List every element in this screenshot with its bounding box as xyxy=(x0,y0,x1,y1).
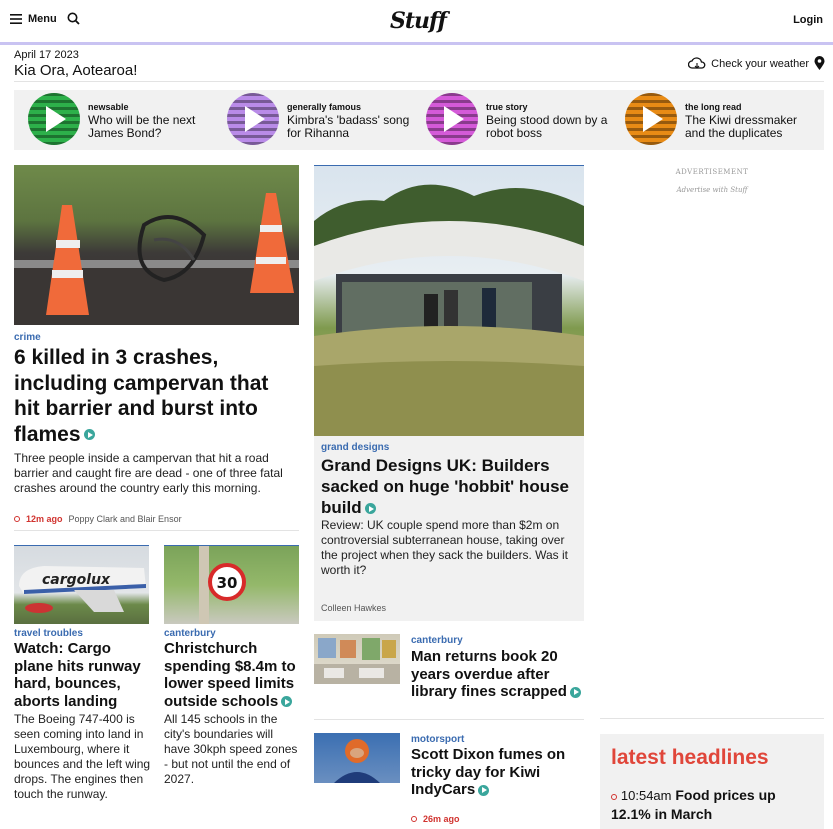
podcast-title: Kimbra's 'badass' song for Rihanna xyxy=(287,113,410,140)
divider xyxy=(314,719,584,720)
video-play-icon xyxy=(281,696,292,707)
live-dot-icon xyxy=(411,816,417,822)
speed-summary: All 145 schools in the city's boundaries will have 30kph speed zones - but not until the end of 2027. xyxy=(164,712,298,786)
dixon-category[interactable]: motorsport xyxy=(411,734,465,745)
lead-meta xyxy=(14,514,182,524)
weather-label: Check your weather xyxy=(711,57,809,70)
podcast-thumbnail xyxy=(426,93,478,145)
divider xyxy=(14,81,824,82)
top-bar xyxy=(0,0,833,45)
advertisement xyxy=(600,168,824,194)
cargo-headline[interactable]: Watch: Cargo plane hits runway hard, bounces, aborts landing xyxy=(14,640,141,710)
driver-illustration xyxy=(314,733,400,783)
speed-headline[interactable] xyxy=(164,640,304,710)
weather-link[interactable] xyxy=(688,56,825,71)
latest-headline-item[interactable] xyxy=(611,786,811,823)
podcast-category: true story xyxy=(486,102,528,112)
current-date: April 17 2023 xyxy=(14,49,79,61)
library-illustration xyxy=(314,634,400,684)
video-play-icon xyxy=(478,785,489,796)
menu-button[interactable] xyxy=(10,12,80,25)
podcast-strip xyxy=(14,90,824,150)
video-play-icon xyxy=(365,503,376,514)
latest-title: latest headlines xyxy=(611,746,769,769)
feature-headline-text[interactable]: Grand Designs UK: Builders sacked on huge 'hobbit' house build xyxy=(321,456,569,517)
podcast-category: generally famous xyxy=(287,102,362,112)
speed-category[interactable]: canterbury xyxy=(164,628,216,639)
library-headline[interactable] xyxy=(411,648,591,701)
lead-headline-text[interactable]: 6 killed in 3 crashes, including campervan that hit barrier and burst into flames xyxy=(14,346,269,446)
podcast-item[interactable] xyxy=(625,93,810,145)
feature-summary: Review: UK couple spend more than $2m on controversial subterranean house, taking over the project when they sack the builders. Was it worth it? xyxy=(321,518,569,577)
advertise-link[interactable]: Advertise with Stuff xyxy=(676,186,748,194)
divider xyxy=(14,530,299,531)
lead-time: 12m ago xyxy=(26,514,63,524)
dixon-headline-text[interactable]: Scott Dixon fumes on tricky day for Kiwi IndyCars xyxy=(411,746,566,798)
stuff-logo[interactable]: Stuff xyxy=(390,8,446,34)
greeting-text: Kia Ora, Aotearoa! xyxy=(14,62,138,79)
library-headline-text[interactable]: Man returns book 20 years overdue after library fines scrapped xyxy=(411,648,567,700)
search-icon[interactable] xyxy=(67,12,80,25)
dixon-story-image[interactable] xyxy=(314,733,400,783)
speed-sign-number: 30 xyxy=(216,574,238,592)
podcast-title: Who will be the next James Bond? xyxy=(88,113,196,140)
location-pin-icon xyxy=(814,56,825,71)
cargo-story-image[interactable] xyxy=(14,545,149,624)
ad-label: ADVERTISEMENT xyxy=(675,168,749,176)
dixon-time: 26m ago xyxy=(423,814,460,824)
podcast-title: Being stood down by a robot boss xyxy=(486,113,608,140)
live-dot-icon xyxy=(14,516,20,522)
podcast-category: the long read xyxy=(685,102,742,112)
feature-story-image[interactable] xyxy=(314,166,584,436)
divider xyxy=(600,718,824,719)
latest-headline-text[interactable]: Food prices up 12.1% in March xyxy=(611,787,776,822)
podcast-title: The Kiwi dressmaker and the duplicates xyxy=(685,113,798,140)
play-icon xyxy=(643,106,663,132)
cargo-category[interactable]: travel troubles xyxy=(14,628,83,639)
cargo-summary: The Boeing 747-400 is seen coming into land in Luxembourg, where it bounces and the left wing drops. The engines then touch the runway. xyxy=(14,712,151,801)
speed-headline-text[interactable]: Christchurch spending $8.4m to lower speed limits outside schools xyxy=(164,640,296,710)
podcast-thumbnail xyxy=(28,93,80,145)
feature-headline[interactable] xyxy=(321,455,576,518)
plane-livery-text: cargolux xyxy=(42,572,111,588)
feature-category[interactable]: grand designs xyxy=(321,442,390,453)
podcast-item[interactable] xyxy=(227,93,412,145)
play-icon xyxy=(444,106,464,132)
dixon-headline[interactable] xyxy=(411,746,591,799)
lead-category[interactable]: crime xyxy=(14,332,41,343)
feature-author: Colleen Hawkes xyxy=(321,603,387,613)
cloud-icon xyxy=(688,57,706,70)
latest-time: 10:54am xyxy=(620,788,672,803)
login-button[interactable]: Login xyxy=(793,14,823,26)
podcast-item[interactable] xyxy=(426,93,611,145)
hamburger-icon xyxy=(10,14,22,24)
podcast-thumbnail xyxy=(625,93,677,145)
podcast-thumbnail xyxy=(227,93,279,145)
lead-authors: Poppy Clark and Blair Ensor xyxy=(68,514,182,524)
podcast-category: newsable xyxy=(88,102,129,112)
play-icon xyxy=(46,106,66,132)
dixon-meta xyxy=(411,814,460,824)
lead-story-image[interactable] xyxy=(14,165,299,325)
video-play-icon xyxy=(84,429,95,440)
lead-headline[interactable] xyxy=(14,345,299,447)
live-dot-icon xyxy=(611,794,617,800)
library-story-image[interactable] xyxy=(314,634,400,684)
lead-summary: Three people inside a campervan that hit a road barrier and caught fire are dead - one of three fatal crashes around the country early this morning. xyxy=(14,451,283,495)
video-play-icon xyxy=(570,687,581,698)
library-category[interactable]: canterbury xyxy=(411,635,463,646)
menu-label: Menu xyxy=(28,12,57,25)
latest-headlines-panel xyxy=(600,734,824,829)
crash-scene-illustration xyxy=(14,165,299,325)
play-icon xyxy=(245,106,265,132)
hobbit-house-illustration xyxy=(314,166,584,436)
speed-story-image[interactable] xyxy=(164,545,299,624)
podcast-item[interactable] xyxy=(28,93,213,145)
speed-sign-illustration xyxy=(164,546,299,624)
cargo-plane-illustration xyxy=(14,546,149,624)
